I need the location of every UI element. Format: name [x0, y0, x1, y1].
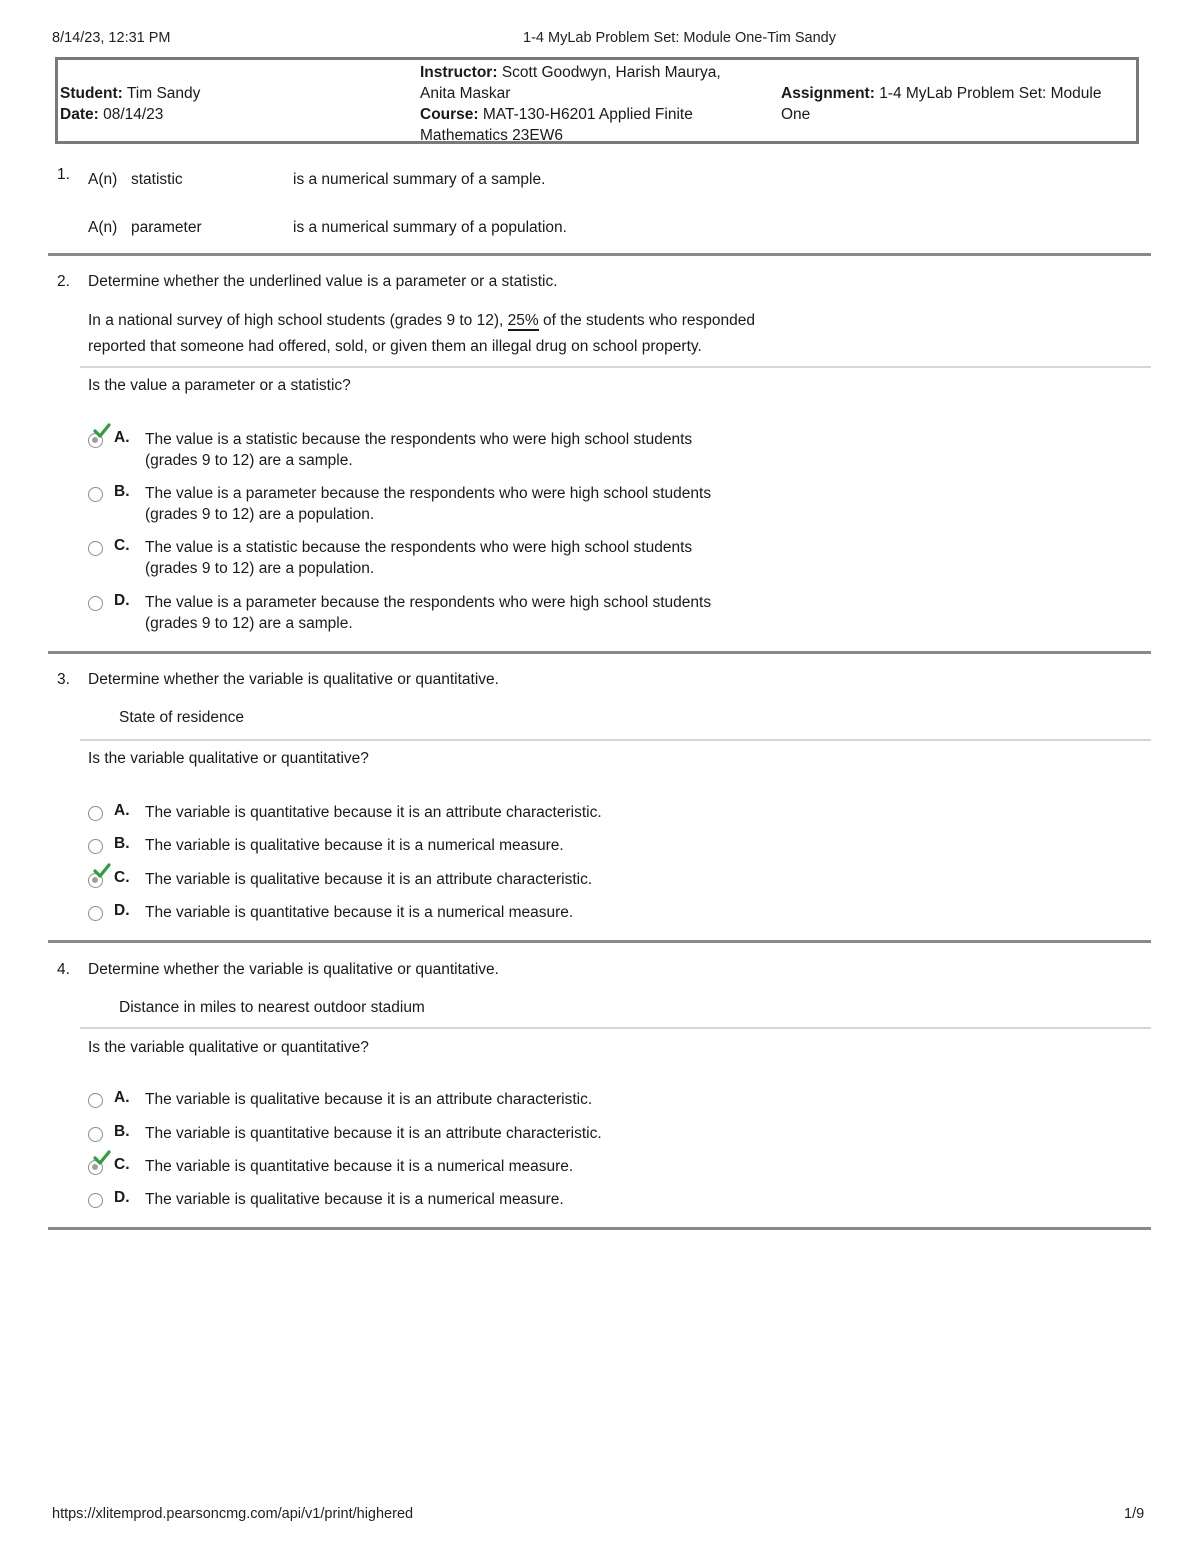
assignment-label: Assignment: — [781, 85, 875, 102]
question-divider — [48, 253, 1151, 256]
q3-option-c[interactable] — [88, 869, 848, 893]
assignment-value-cont: One — [781, 106, 811, 123]
question-divider — [48, 1227, 1151, 1230]
q3-prompt: Determine whether the variable is qualitative or quantitative. — [88, 671, 499, 688]
assignment-line — [781, 83, 1101, 104]
q1-row2-answer: parameter — [131, 219, 202, 236]
q4-question: Is the variable qualitative or quantitative? — [88, 1039, 369, 1056]
option-letter: C. — [114, 537, 130, 554]
option-text: The value is a statistic because the respondents who were high school students (grades 9 to 12) are a population. — [145, 539, 693, 577]
date-line — [60, 104, 163, 125]
option-text: The variable is qualitative because it is a numerical measure. — [145, 1191, 564, 1208]
question-number: 4. — [57, 961, 70, 978]
option-text: The value is a parameter because the respondents who were high school students (grades 9 to 12) are a sample. — [145, 594, 712, 632]
option-letter: C. — [114, 869, 130, 886]
radio-button[interactable] — [88, 1193, 103, 1208]
student-value: Tim Sandy — [126, 85, 201, 102]
q2-underlined-value: 25% — [507, 312, 539, 329]
course-value: MAT-130-H6201 Applied Finite — [482, 106, 693, 123]
q2-prompt: Determine whether the underlined value is a parameter or a statistic. — [88, 273, 558, 290]
instructor-line — [420, 62, 721, 83]
sub-divider — [80, 1027, 1151, 1029]
option-text: The variable is quantitative because it is a numerical measure. — [145, 904, 574, 921]
checkmark-icon — [93, 423, 111, 439]
q4-option-a[interactable] — [88, 1089, 848, 1113]
assignment-info-box — [55, 57, 1139, 144]
q1-row1-text: is a numerical summary of a sample. — [293, 171, 546, 188]
option-letter: D. — [114, 902, 130, 919]
sub-divider — [80, 366, 1151, 368]
radio-button[interactable] — [88, 906, 103, 921]
date-value: 08/14/23 — [103, 106, 164, 123]
option-letter: B. — [114, 483, 130, 500]
print-datetime: 8/14/23, 12:31 PM — [52, 30, 171, 46]
option-letter: A. — [114, 429, 130, 446]
radio-button[interactable] — [88, 806, 103, 821]
option-text: The variable is qualitative because it is an attribute characteristic. — [145, 1091, 593, 1108]
radio-button[interactable] — [88, 541, 103, 556]
q2-passage-line2: reported that someone had offered, sold, or given them an illegal drug on school property. — [88, 338, 702, 355]
option-letter: C. — [114, 1156, 130, 1173]
student-line — [60, 83, 200, 104]
page-number: 1/9 — [1124, 1506, 1145, 1522]
print-title: 1-4 MyLab Problem Set: Module One-Tim Sandy — [523, 30, 836, 46]
instructor-value: Scott Goodwyn, Harish Maurya, — [501, 64, 721, 81]
q2-passage-before: In a national survey of high school students (grades 9 to 12), — [88, 312, 504, 329]
q1-row2-prefix: A(n) — [88, 219, 118, 236]
q3-option-d[interactable] — [88, 902, 848, 926]
option-letter: B. — [114, 1123, 130, 1140]
radio-button[interactable] — [88, 596, 103, 611]
date-label: Date: — [60, 106, 99, 123]
option-text: The variable is quantitative because it is a numerical measure. — [145, 1158, 574, 1175]
q4-variable: Distance in miles to nearest outdoor stadium — [119, 999, 425, 1016]
assignment-value: 1-4 MyLab Problem Set: Module — [879, 85, 1102, 102]
q4-option-c[interactable] — [88, 1156, 848, 1180]
q3-option-b[interactable] — [88, 835, 848, 859]
radio-button[interactable] — [88, 839, 103, 854]
instructor-label: Instructor: — [420, 64, 498, 81]
question-number: 2. — [57, 273, 70, 290]
option-letter: A. — [114, 1089, 130, 1106]
radio-button[interactable] — [88, 1127, 103, 1142]
question-number: 3. — [57, 671, 70, 688]
q2-option-b[interactable] — [88, 483, 848, 527]
instructor-value-cont: Anita Maskar — [420, 85, 511, 102]
q2-option-a[interactable] — [88, 429, 848, 473]
q4-option-b[interactable] — [88, 1123, 848, 1147]
radio-button[interactable] — [88, 1093, 103, 1108]
q2-passage-line1 — [88, 312, 755, 331]
question-number: 1. — [57, 166, 70, 183]
question-divider — [48, 940, 1151, 943]
q4-prompt: Determine whether the variable is qualitative or quantitative. — [88, 961, 499, 978]
question-divider — [48, 651, 1151, 654]
option-letter: B. — [114, 835, 130, 852]
q2-passage-after: of the students who responded — [542, 312, 755, 329]
sub-divider — [80, 739, 1151, 741]
option-letter: D. — [114, 592, 130, 609]
q3-variable: State of residence — [119, 709, 244, 726]
q3-option-a[interactable] — [88, 802, 848, 826]
radio-button[interactable] — [88, 487, 103, 502]
q1-row1-answer: statistic — [131, 171, 183, 188]
print-url: https://xlitemprod.pearsoncmg.com/api/v1/print/highered — [52, 1506, 414, 1522]
option-text: The variable is qualitative because it is an attribute characteristic. — [145, 871, 593, 888]
q3-question: Is the variable qualitative or quantitative? — [88, 750, 369, 767]
course-label: Course: — [420, 106, 479, 123]
student-label: Student: — [60, 85, 123, 102]
checkmark-icon — [93, 863, 111, 879]
course-line — [420, 104, 693, 125]
q2-option-c[interactable] — [88, 537, 848, 581]
option-letter: A. — [114, 802, 130, 819]
course-value-cont: Mathematics 23EW6 — [420, 127, 563, 144]
option-text: The value is a parameter because the respondents who were high school students (grades 9 to 12) are a population. — [145, 485, 712, 523]
option-text: The variable is quantitative because it is an attribute characteristic. — [145, 1125, 602, 1142]
option-text: The variable is quantitative because it is an attribute characteristic. — [145, 804, 602, 821]
q4-option-d[interactable] — [88, 1189, 848, 1213]
q2-option-d[interactable] — [88, 592, 848, 636]
q1-row2-text: is a numerical summary of a population. — [293, 219, 567, 236]
checkmark-icon — [93, 1150, 111, 1166]
q2-question: Is the value a parameter or a statistic? — [88, 377, 351, 394]
option-text: The value is a statistic because the respondents who were high school students (grades 9 to 12) are a sample. — [145, 431, 693, 469]
option-text: The variable is qualitative because it is a numerical measure. — [145, 837, 564, 854]
q1-row1-prefix: A(n) — [88, 171, 118, 188]
option-letter: D. — [114, 1189, 130, 1206]
